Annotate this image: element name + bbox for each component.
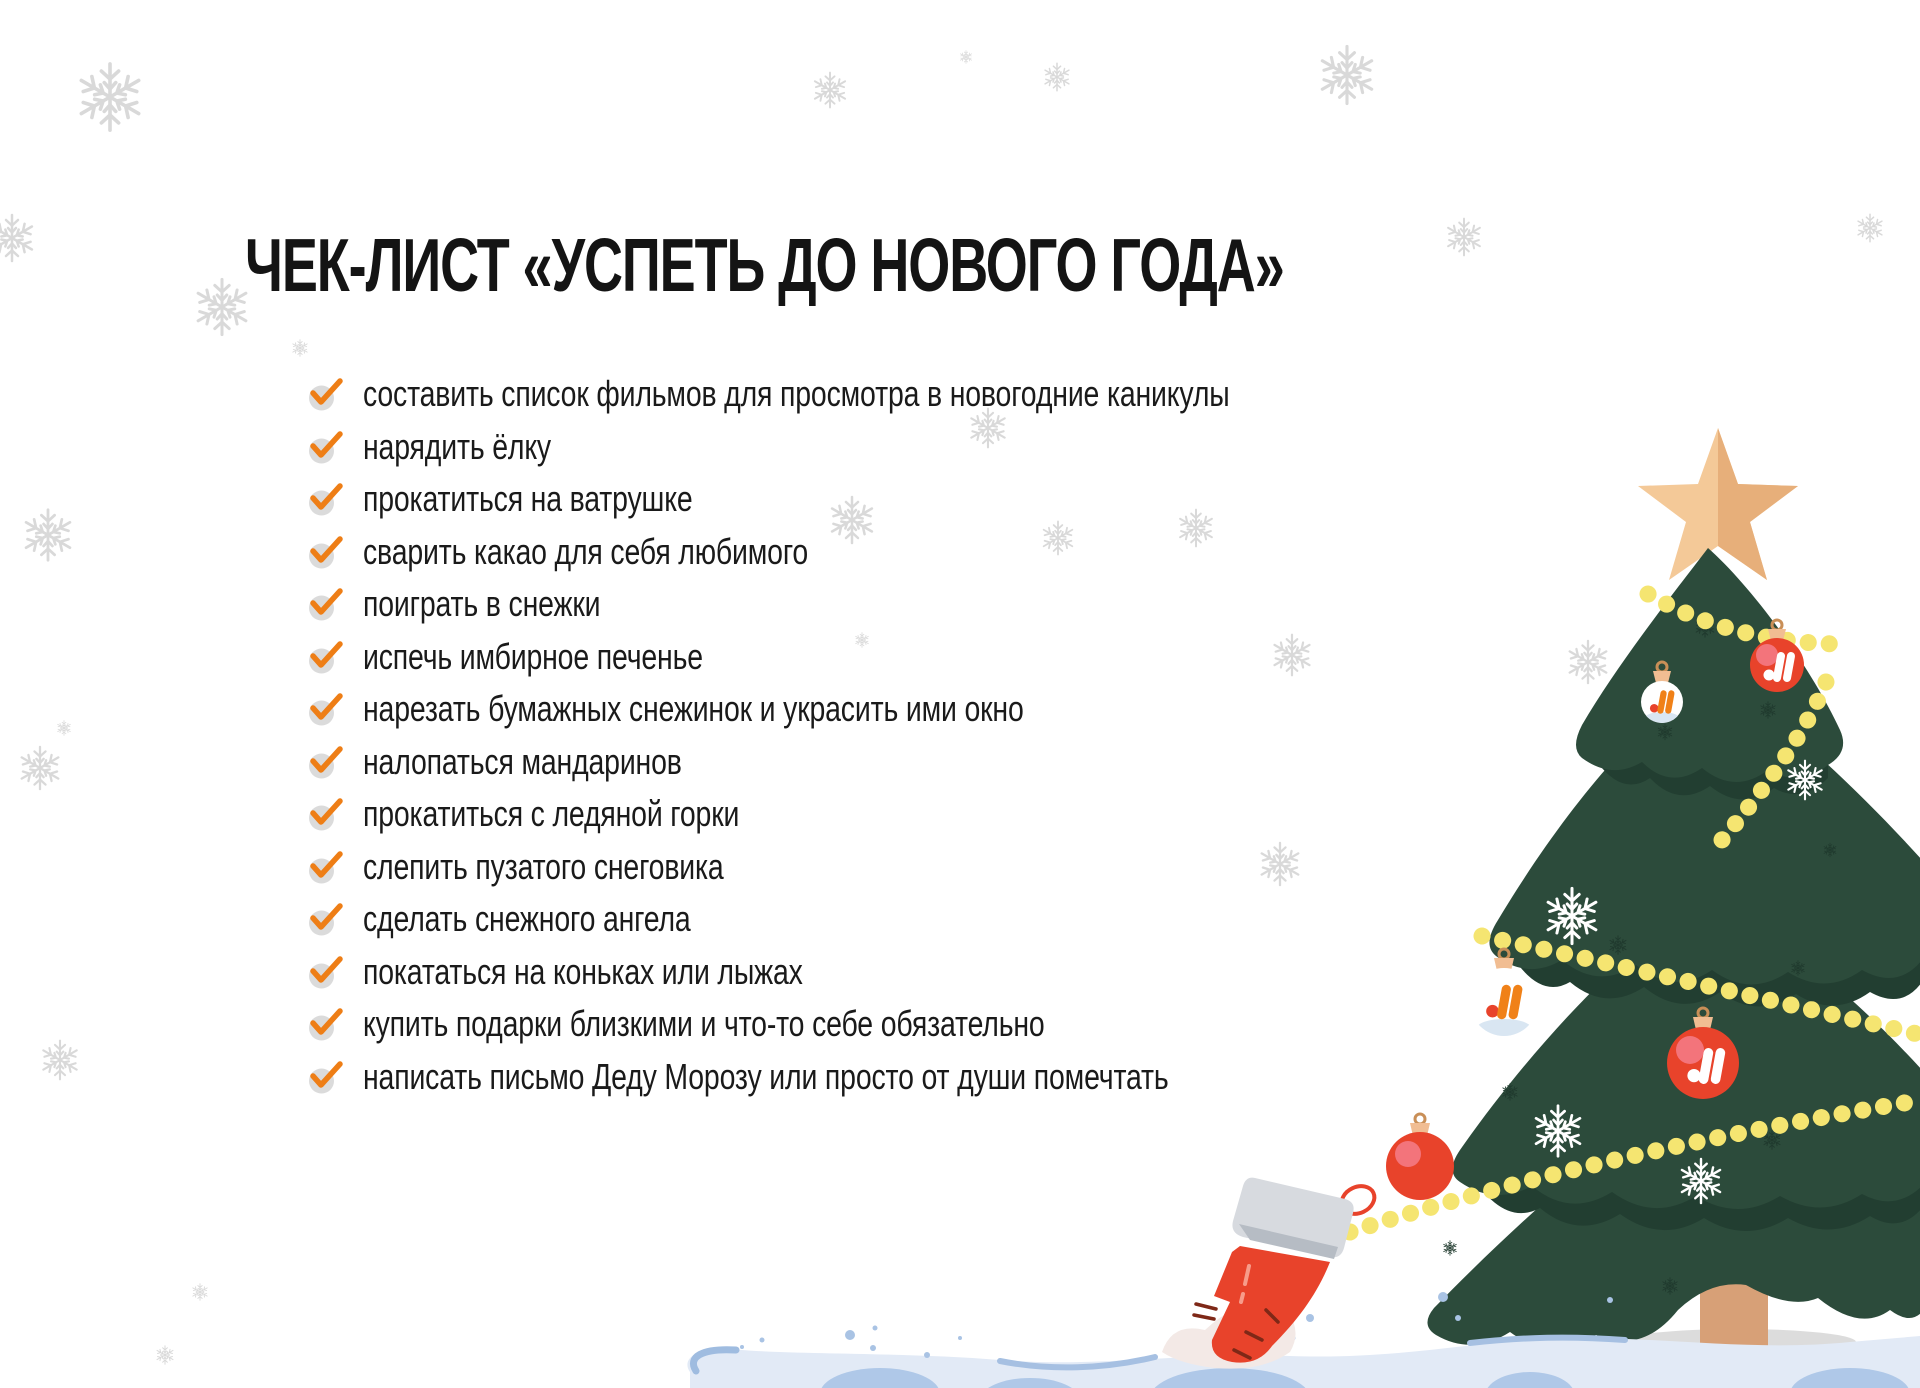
checklist-item-label: налопаться мандаринов [363, 740, 682, 782]
checklist-item-label: слепить пузатого снеговика [363, 845, 724, 887]
checklist-item-label: покататься на коньках или лыжах [363, 950, 803, 992]
christmas-tree [1350, 428, 1920, 1360]
stocking-body [1212, 1246, 1330, 1363]
checklist-item-label: сварить какао для себя любимого [363, 530, 809, 572]
checklist-item-label: написать письмо Деду Морозу или просто от души помечтать [363, 1055, 1169, 1097]
checklist-item-label: прокатиться с ледяной горки [363, 793, 740, 835]
christmas-stocking [1162, 1178, 1379, 1369]
checklist-item-label: купить подарки близкими и что-то себе обязательно [363, 1003, 1045, 1045]
checklist-item-label: нарезать бумажных снежинок и украсить ими окно [363, 688, 1024, 730]
page-title: ЧЕК-ЛИСТ «УСПЕТЬ ДО НОВОГО ГОДА» [245, 223, 1284, 307]
tree-star [1638, 428, 1798, 580]
checklist-item-label: поиграть в снежки [363, 583, 601, 625]
checklist-item-label: сделать снежного ангела [363, 898, 691, 940]
checklist-item-label: прокатиться на ватрушке [363, 478, 693, 520]
ornament-plain-red-ball [1386, 1114, 1454, 1200]
checklist-item-label: нарядить ёлку [363, 425, 551, 467]
checklist-item-label: составить список фильмов для просмотра в новогодние каникулы [363, 373, 1230, 415]
checklist-item-label: испечь имбирное печенье [363, 635, 703, 677]
